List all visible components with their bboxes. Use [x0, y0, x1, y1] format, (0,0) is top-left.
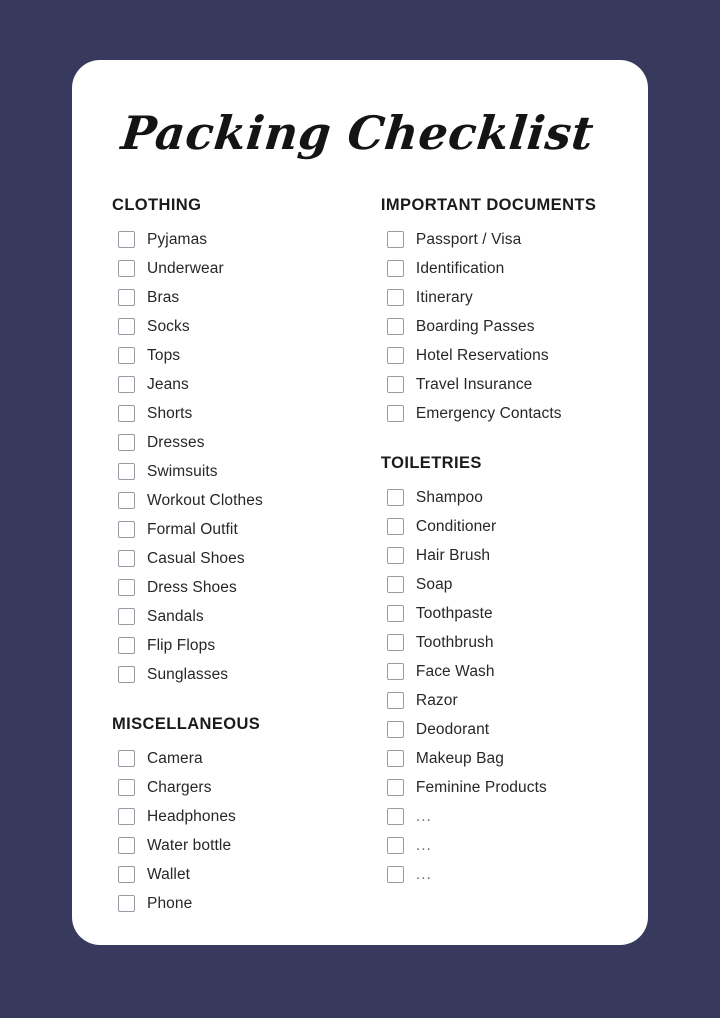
checkbox-icon[interactable] — [387, 547, 404, 564]
checkbox-icon[interactable] — [387, 750, 404, 767]
checkbox-icon[interactable] — [118, 347, 135, 364]
checkbox-icon[interactable] — [118, 521, 135, 538]
checkbox-icon[interactable] — [118, 318, 135, 335]
list-item[interactable] — [381, 399, 626, 428]
list-item-label: Hair Brush — [415, 546, 491, 564]
list-item[interactable] — [112, 544, 361, 573]
list-item-label: Chargers — [147, 778, 212, 796]
checkbox-icon[interactable] — [118, 779, 135, 796]
list-item-label: Emergency Contacts — [415, 404, 562, 422]
list-item-label: Makeup Bag — [415, 749, 504, 767]
list-item[interactable] — [381, 512, 626, 541]
list-item[interactable] — [112, 802, 361, 831]
list-item[interactable] — [112, 428, 361, 457]
list-item-label: Sandals — [147, 607, 204, 625]
page-title: Packing Checklist — [118, 106, 597, 160]
list-item-label: Soap — [415, 575, 453, 593]
list-item[interactable] — [381, 312, 626, 341]
list-item-label: Wallet — [147, 865, 191, 883]
checklist-columns — [72, 160, 648, 918]
list-item-label: Shampoo — [415, 488, 483, 506]
list-item-label: Pyjamas — [147, 230, 208, 248]
checkbox-icon[interactable] — [118, 405, 135, 422]
list-item[interactable] — [112, 889, 361, 918]
checkbox-icon[interactable] — [387, 779, 404, 796]
checkbox-icon[interactable] — [387, 634, 404, 651]
list-item-label: Feminine Products — [415, 778, 547, 796]
section-heading: TOILETRIES — [380, 454, 482, 472]
section-heading: MISCELLANEOUS — [112, 715, 261, 733]
checkbox-icon[interactable] — [118, 289, 135, 306]
checkbox-icon[interactable] — [118, 608, 135, 625]
list-item-label: Hotel Reservations — [415, 346, 549, 364]
list-item-label: Swimsuits — [147, 462, 218, 480]
list-item[interactable] — [381, 541, 626, 570]
checkbox-icon[interactable] — [387, 721, 404, 738]
checkbox-icon[interactable] — [118, 376, 135, 393]
checkbox-icon[interactable] — [118, 231, 135, 248]
checkbox-icon[interactable] — [387, 318, 404, 335]
checkbox-icon[interactable] — [118, 434, 135, 451]
checklist-section — [112, 715, 361, 918]
checkbox-icon[interactable] — [387, 808, 404, 825]
checkbox-icon[interactable] — [387, 576, 404, 593]
list-item-label: ... — [415, 865, 432, 883]
list-item-label: Itinerary — [415, 288, 473, 306]
list-item[interactable] — [381, 370, 626, 399]
list-item[interactable] — [381, 225, 626, 254]
list-item[interactable] — [112, 515, 361, 544]
checkbox-icon[interactable] — [387, 289, 404, 306]
checkbox-icon[interactable] — [387, 518, 404, 535]
list-item[interactable] — [112, 254, 361, 283]
list-item[interactable] — [112, 457, 361, 486]
list-item[interactable] — [381, 802, 626, 831]
checkbox-icon[interactable] — [118, 837, 135, 854]
list-item[interactable] — [381, 570, 626, 599]
list-item[interactable] — [381, 744, 626, 773]
list-item-label: Travel Insurance — [415, 375, 533, 393]
checkbox-icon[interactable] — [118, 866, 135, 883]
list-item-label: Conditioner — [415, 517, 497, 535]
list-item-label: Dresses — [147, 433, 205, 451]
list-item-label: Toothbrush — [415, 633, 494, 651]
list-item-label: Water bottle — [147, 836, 232, 854]
list-item-label: Boarding Passes — [415, 317, 535, 335]
list-item-label: Camera — [147, 749, 203, 767]
list-item-label: Face Wash — [415, 662, 495, 680]
list-item[interactable] — [112, 602, 361, 631]
list-item[interactable] — [381, 628, 626, 657]
checkbox-icon[interactable] — [387, 260, 404, 277]
checkbox-icon[interactable] — [387, 692, 404, 709]
checkbox-icon[interactable] — [387, 837, 404, 854]
list-item[interactable] — [112, 573, 361, 602]
section-heading: IMPORTANT DOCUMENTS — [380, 196, 597, 214]
checkbox-icon[interactable] — [387, 231, 404, 248]
checkbox-icon[interactable] — [387, 866, 404, 883]
checklist-card — [72, 60, 648, 945]
list-item[interactable] — [112, 312, 361, 341]
checkbox-icon[interactable] — [118, 808, 135, 825]
list-item[interactable] — [112, 860, 361, 889]
list-item[interactable] — [112, 631, 361, 660]
checkbox-icon[interactable] — [387, 605, 404, 622]
list-item[interactable] — [112, 486, 361, 515]
list-item[interactable] — [381, 283, 626, 312]
list-item-label: ... — [415, 807, 432, 825]
list-item[interactable] — [381, 686, 626, 715]
list-item[interactable] — [381, 341, 626, 370]
checkbox-icon[interactable] — [118, 895, 135, 912]
list-item-label: Flip Flops — [147, 636, 216, 654]
section-heading: CLOTHING — [112, 196, 202, 214]
checkbox-icon[interactable] — [118, 463, 135, 480]
checkbox-icon[interactable] — [387, 405, 404, 422]
checkbox-icon[interactable] — [387, 376, 404, 393]
checkbox-icon[interactable] — [387, 663, 404, 680]
checkbox-icon[interactable] — [118, 579, 135, 596]
list-item-label: Headphones — [147, 807, 236, 825]
checkbox-icon[interactable] — [387, 489, 404, 506]
list-item[interactable] — [381, 773, 626, 802]
list-item[interactable] — [381, 657, 626, 686]
list-item-label: Phone — [147, 894, 193, 912]
checkbox-icon[interactable] — [387, 347, 404, 364]
checklist-section — [381, 196, 626, 428]
checkbox-icon[interactable] — [118, 550, 135, 567]
checkbox-icon[interactable] — [118, 637, 135, 654]
list-item-label: Casual Shoes — [147, 549, 245, 567]
checklist-section — [381, 454, 626, 889]
checkbox-icon[interactable] — [118, 492, 135, 509]
list-item[interactable] — [112, 399, 361, 428]
checklist-section — [112, 196, 361, 689]
list-item[interactable] — [381, 599, 626, 628]
list-item[interactable] — [381, 715, 626, 744]
list-item-label: Shorts — [147, 404, 193, 422]
list-item[interactable] — [112, 283, 361, 312]
list-item-label: Toothpaste — [415, 604, 493, 622]
list-item-label: Jeans — [147, 375, 189, 393]
list-item[interactable] — [112, 225, 361, 254]
left-column — [94, 196, 361, 918]
list-item-label: Passport / Visa — [415, 230, 522, 248]
list-item[interactable] — [381, 254, 626, 283]
list-item[interactable] — [381, 860, 626, 889]
list-item-label: Formal Outfit — [147, 520, 238, 538]
list-item[interactable] — [381, 831, 626, 860]
list-item-label: Razor — [415, 691, 458, 709]
list-item[interactable] — [112, 773, 361, 802]
list-item-label: Bras — [147, 288, 180, 306]
checkbox-icon[interactable] — [118, 260, 135, 277]
checkbox-icon[interactable] — [118, 750, 135, 767]
checkbox-icon[interactable] — [118, 666, 135, 683]
list-item[interactable] — [112, 831, 361, 860]
list-item[interactable] — [381, 483, 626, 512]
list-item-label: Underwear — [147, 259, 224, 277]
right-column — [361, 196, 626, 918]
list-item-label: ... — [415, 836, 432, 854]
list-item[interactable] — [112, 370, 361, 399]
list-item-label: Deodorant — [415, 720, 490, 738]
list-item[interactable] — [112, 341, 361, 370]
list-item-label: Dress Shoes — [147, 578, 237, 596]
list-item-label: Workout Clothes — [147, 491, 263, 509]
list-item[interactable] — [112, 744, 361, 773]
list-item-label: Identification — [415, 259, 505, 277]
list-item[interactable] — [112, 660, 361, 689]
list-item-label: Tops — [147, 346, 181, 364]
list-item-label: Socks — [147, 317, 190, 335]
list-item-label: Sunglasses — [147, 665, 229, 683]
